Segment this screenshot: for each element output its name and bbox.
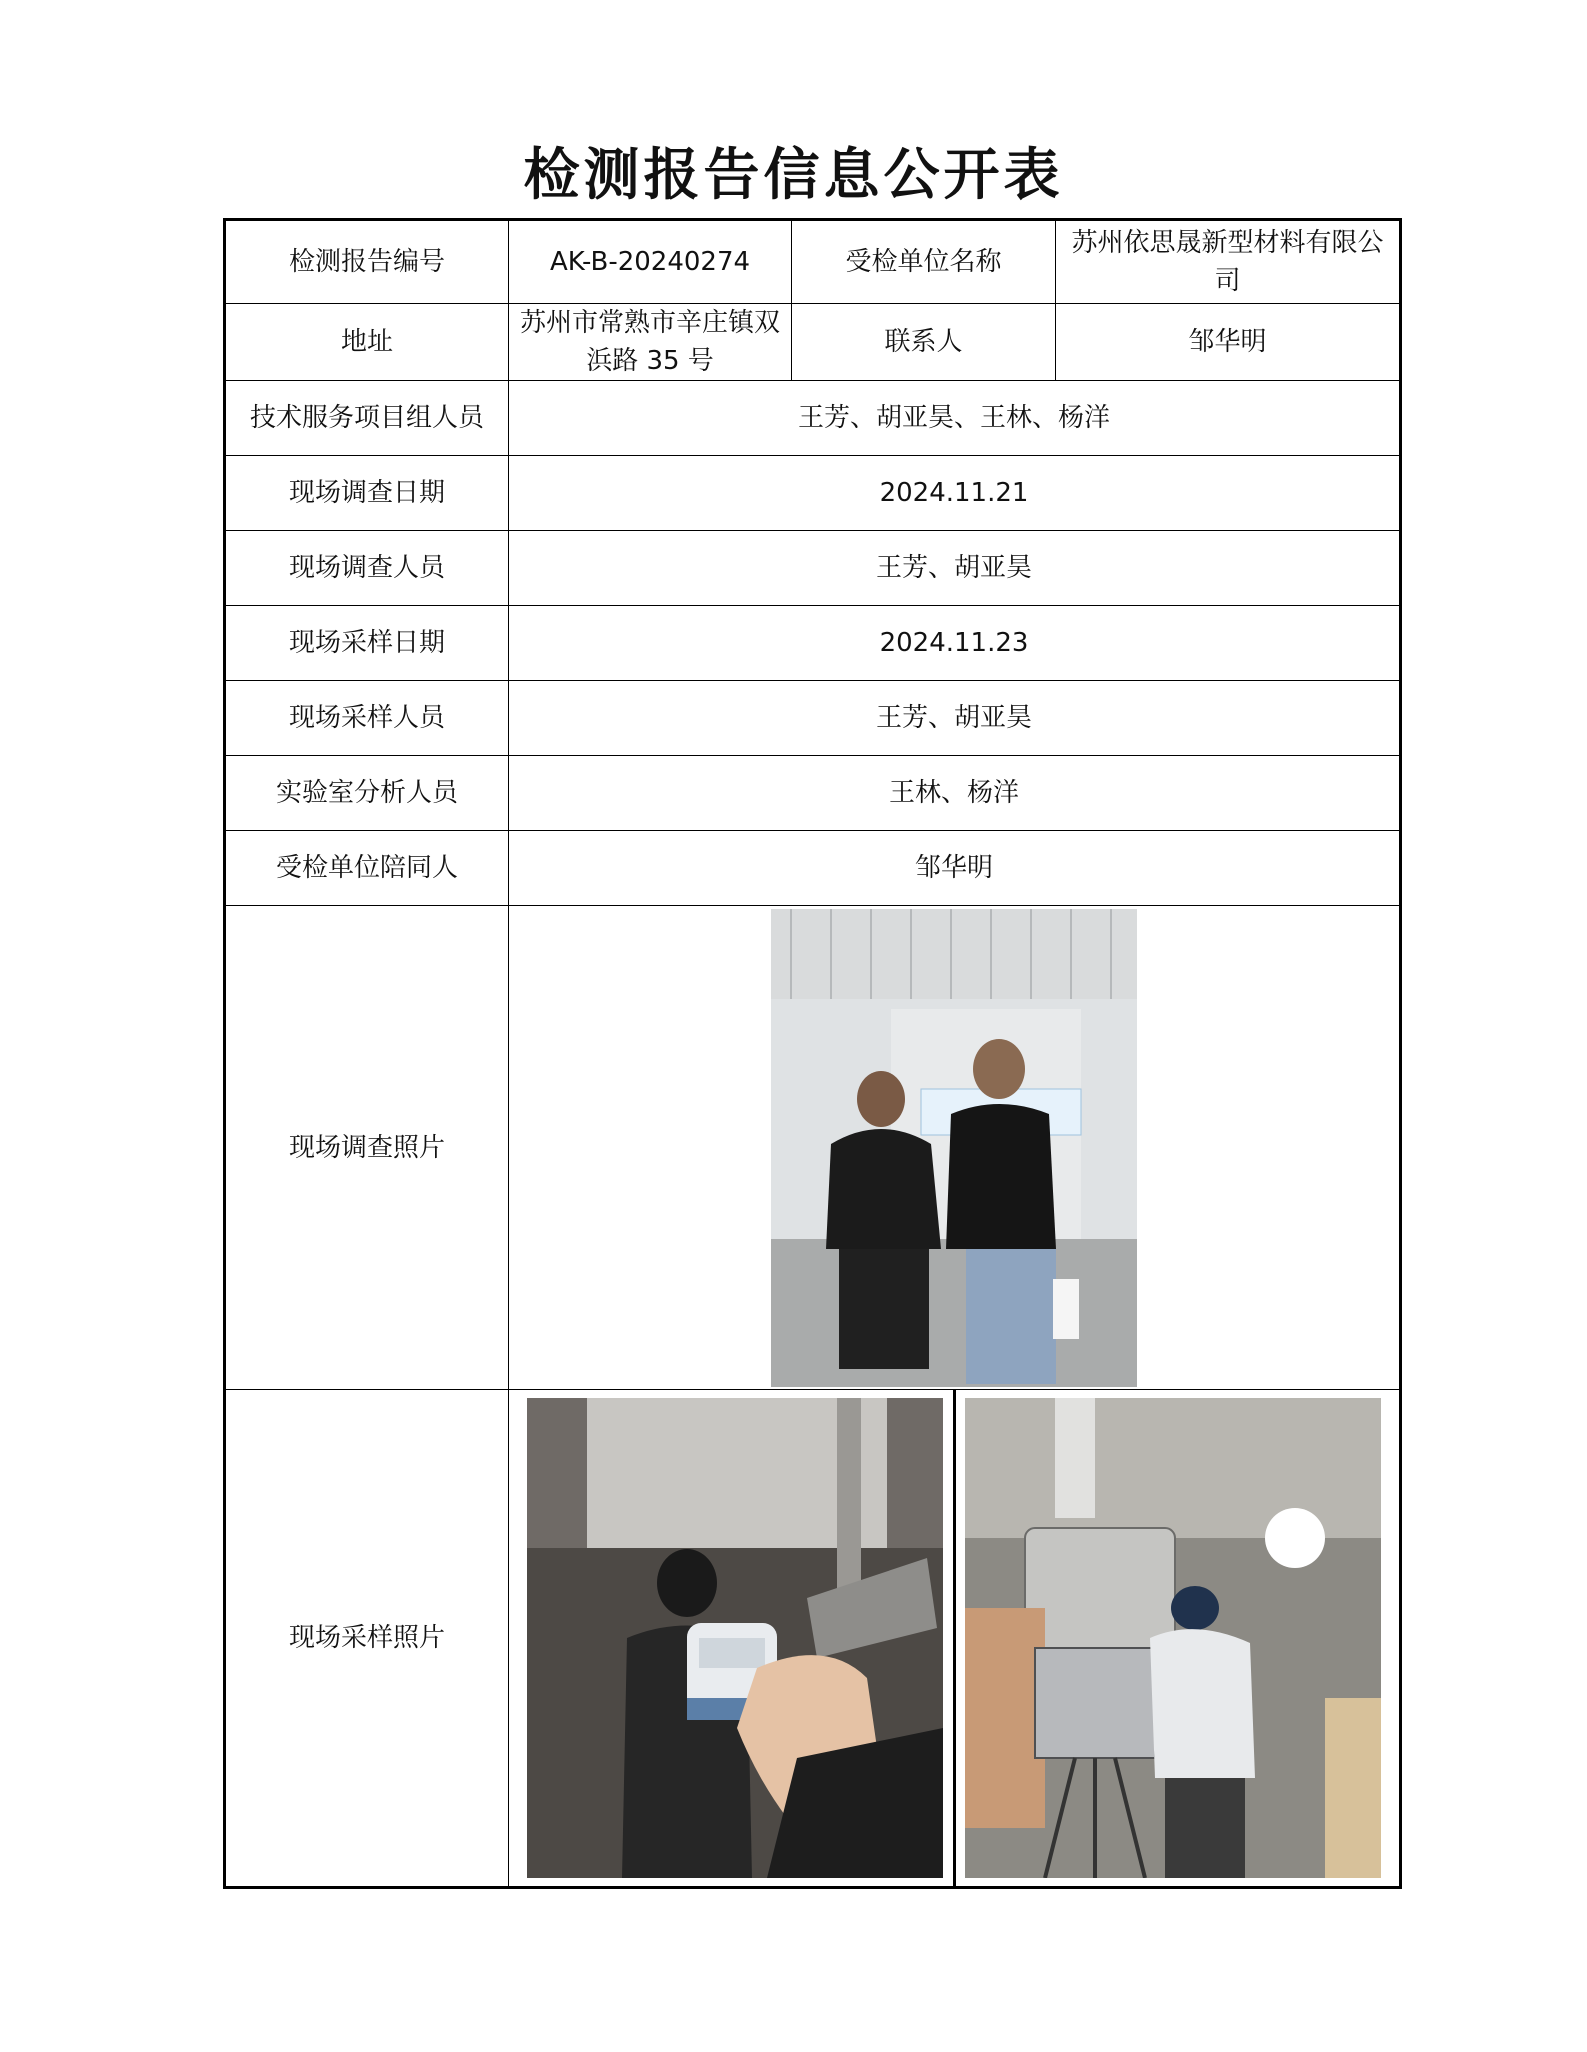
unit-name-value: 苏州依思晟新型材料有限公司 — [1056, 220, 1401, 304]
team-value: 王芳、胡亚昊、王林、杨洋 — [509, 381, 1401, 456]
sampling-photo-left — [527, 1398, 943, 1878]
row-sampling-date — [225, 606, 1401, 681]
survey-photo-label: 现场调查照片 — [225, 906, 509, 1390]
survey-staff-label: 现场调查人员 — [225, 531, 509, 606]
sampling-photo-cell — [509, 1390, 1401, 1888]
row-survey-photo — [225, 906, 1401, 1390]
survey-photo — [771, 909, 1137, 1387]
lab-staff-value: 王林、杨洋 — [509, 756, 1401, 831]
escort-label: 受检单位陪同人 — [225, 831, 509, 906]
sampling-photo-right — [965, 1398, 1381, 1878]
row-sampling-staff — [225, 681, 1401, 756]
report-info-table — [223, 218, 1402, 1889]
contact-value: 邹华明 — [1056, 304, 1401, 381]
lab-staff-label: 实验室分析人员 — [225, 756, 509, 831]
row-escort — [225, 831, 1401, 906]
address-value: 苏州市常熟市辛庄镇双浜路 35 号 — [509, 304, 792, 381]
row-team — [225, 381, 1401, 456]
report-number-label: 检测报告编号 — [225, 220, 509, 304]
row-survey-staff — [225, 531, 1401, 606]
team-label: 技术服务项目组人员 — [225, 381, 509, 456]
sampling-photo-label: 现场采样照片 — [225, 1390, 509, 1888]
sampling-date-value: 2024.11.23 — [509, 606, 1401, 681]
report-number-value: AK-B-20240274 — [509, 220, 792, 304]
page-title: 检测报告信息公开表 — [523, 143, 1064, 208]
survey-photo-cell — [509, 906, 1401, 1390]
sampling-photo-right-frame — [953, 1390, 1392, 1886]
contact-label: 联系人 — [792, 304, 1056, 381]
row-address — [225, 304, 1401, 381]
row-sampling-photo — [225, 1390, 1401, 1888]
sampling-staff-label: 现场采样人员 — [225, 681, 509, 756]
row-lab-staff — [225, 756, 1401, 831]
sampling-date-label: 现场采样日期 — [225, 606, 509, 681]
row-survey-date — [225, 456, 1401, 531]
survey-staff-value: 王芳、胡亚昊 — [509, 531, 1401, 606]
row-report-number — [225, 220, 1401, 304]
escort-value: 邹华明 — [509, 831, 1401, 906]
survey-date-value: 2024.11.21 — [509, 456, 1401, 531]
sampling-photo-left-frame — [517, 1390, 953, 1886]
survey-date-label: 现场调查日期 — [225, 456, 509, 531]
unit-name-label: 受检单位名称 — [792, 220, 1056, 304]
sampling-staff-value: 王芳、胡亚昊 — [509, 681, 1401, 756]
address-label: 地址 — [225, 304, 509, 381]
